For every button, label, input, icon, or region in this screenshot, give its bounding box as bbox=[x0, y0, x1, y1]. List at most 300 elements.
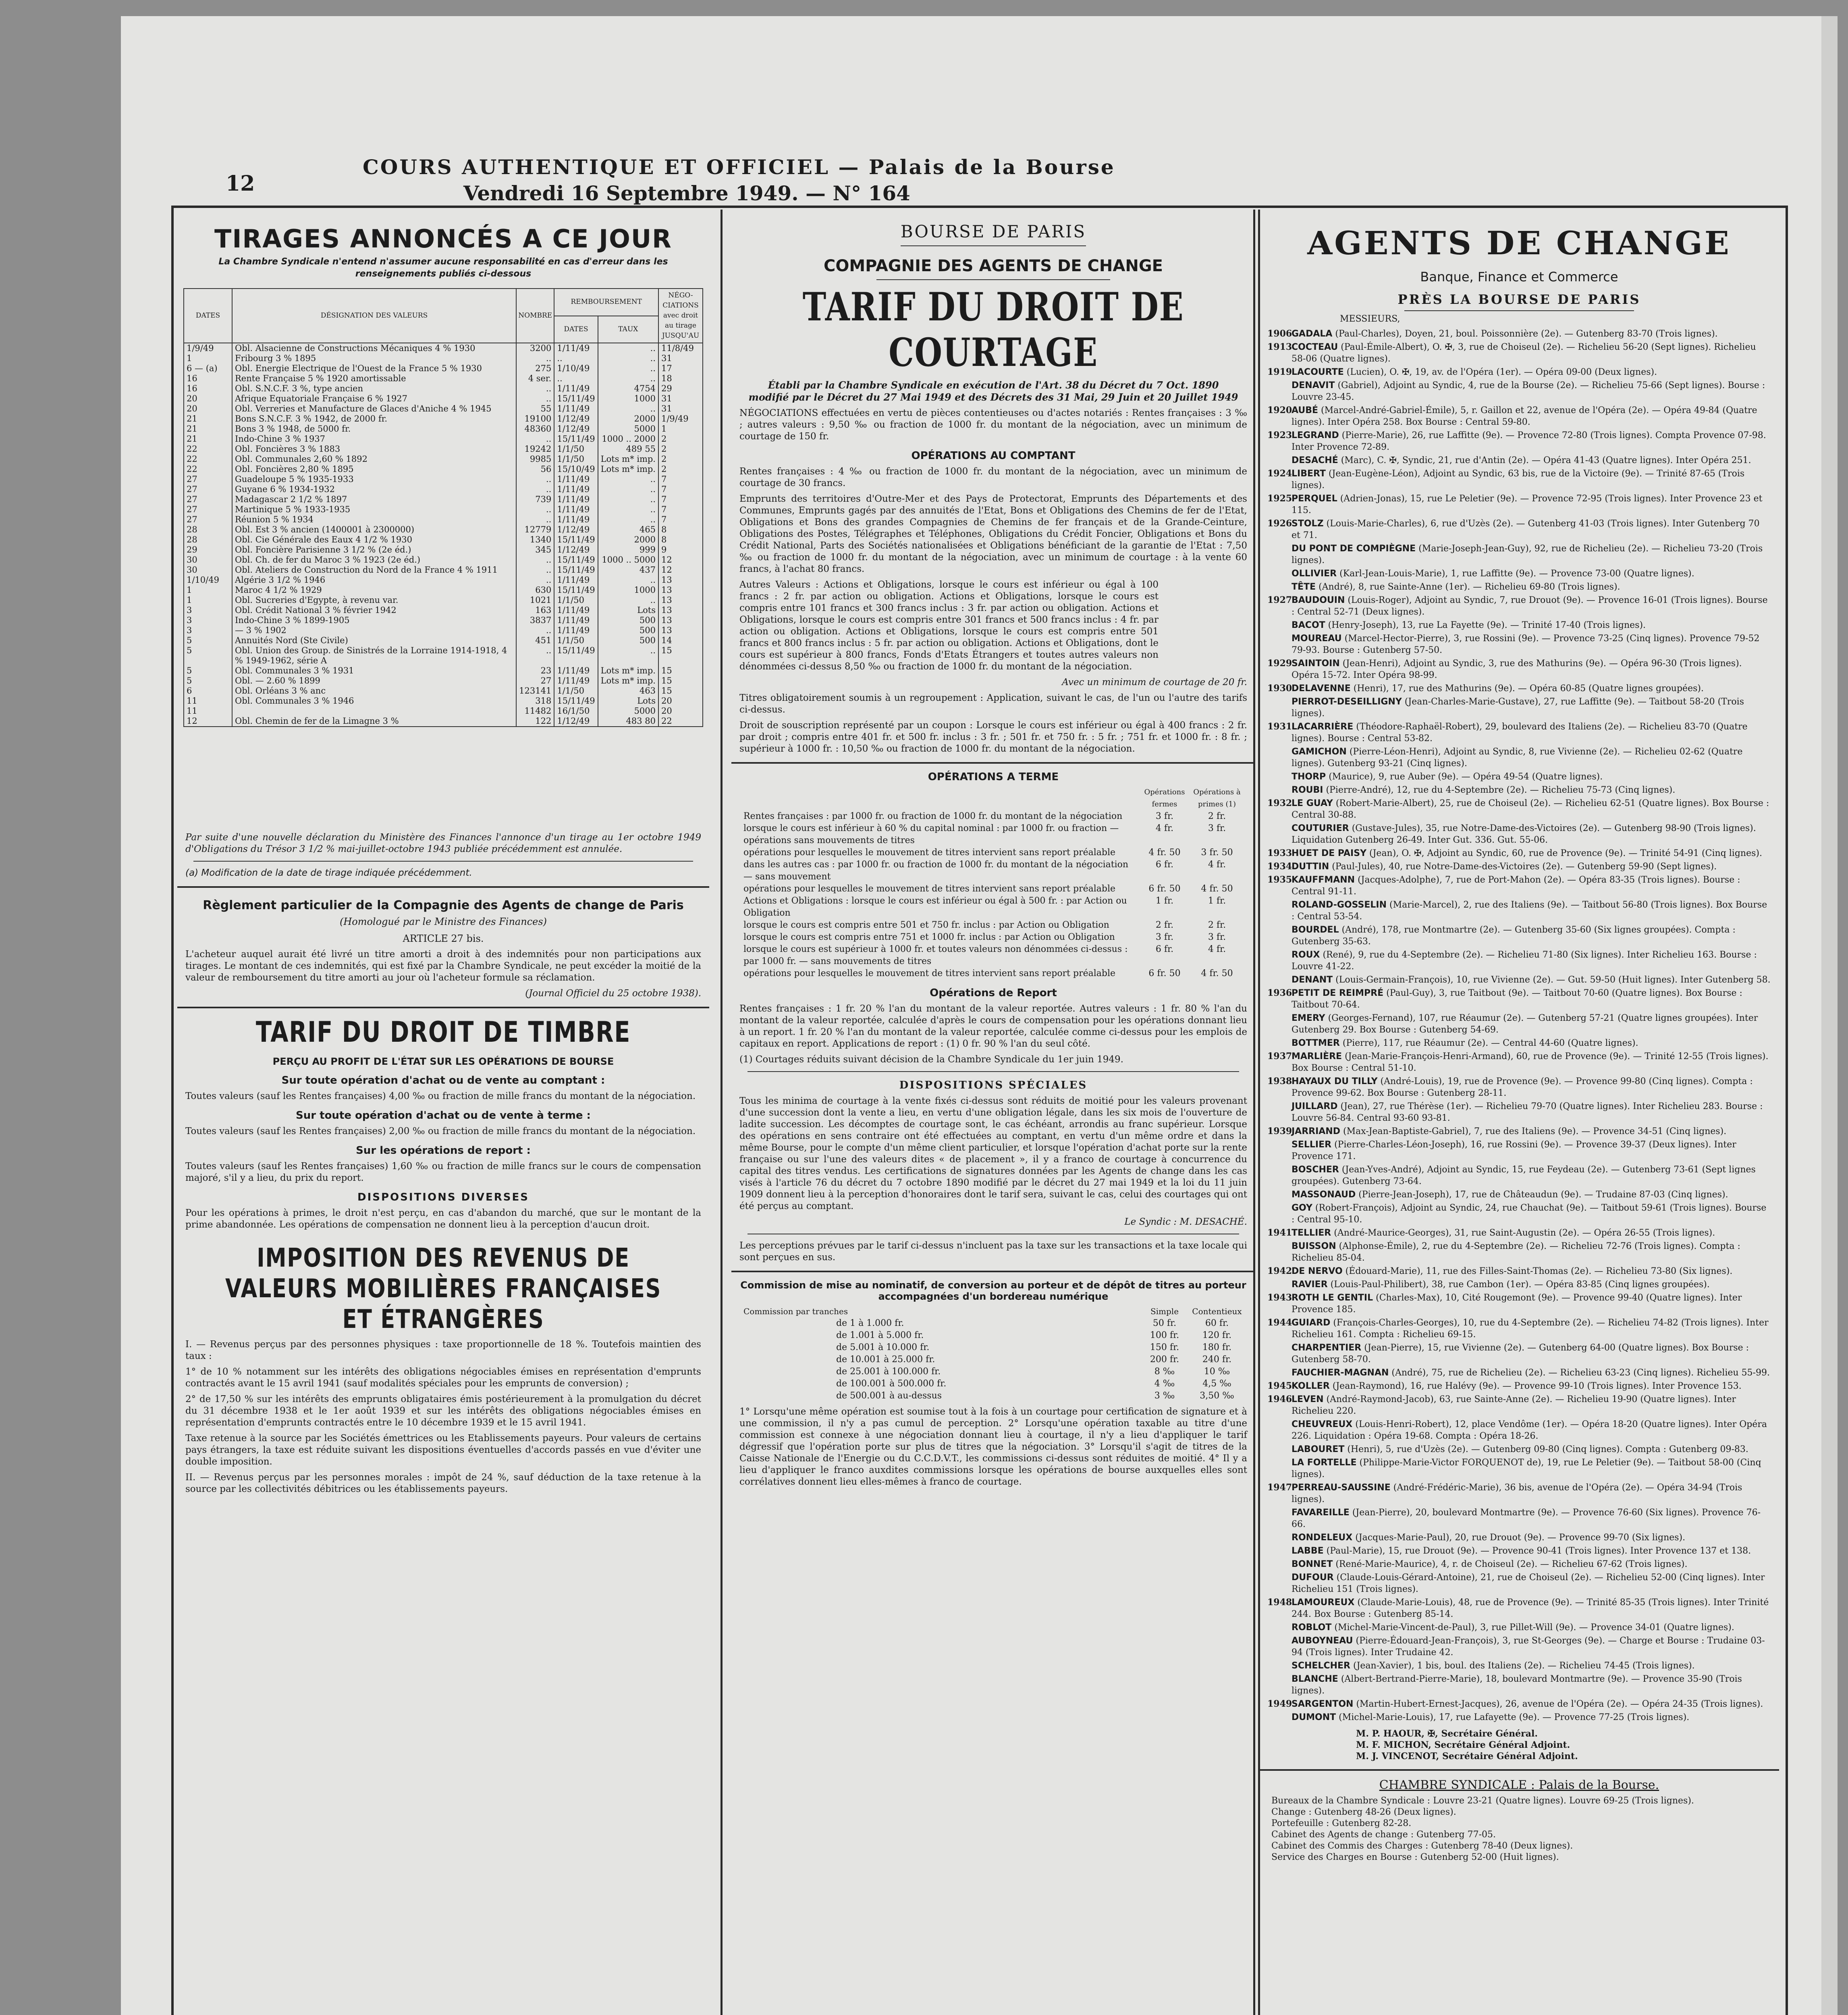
agent-text bbox=[1292, 798, 1771, 821]
cell-negociation: 12 bbox=[658, 565, 703, 575]
agent-detail: (Gustave-Jules), 35, rue Notre-Dame-des-Victoires (2e). — Gutenberg 98-90 (Trois lignes). Liquidation Gutenberg 26-49. Inter Gut. 336. Gut. 55-06. bbox=[1292, 823, 1756, 845]
agent-detail: (Jean-Raymond), 16, rue Halévy (9e). — Provence 99-10 (Trois lignes). Inter Provence 153. bbox=[1332, 1381, 1742, 1391]
cell-date: 27 bbox=[184, 515, 232, 525]
table-row bbox=[184, 615, 703, 625]
agent-text bbox=[1292, 771, 1603, 783]
terme-primes: 4 fr. 50 bbox=[1201, 968, 1233, 978]
terme-label: lorsque le cours est compris entre 751 et 1000 fr. inclus : par Action ou Obligation bbox=[743, 932, 1115, 942]
cell-negociation: 2 bbox=[658, 434, 703, 444]
comptant-p4: Titres obligatoirement soumis à un regroupement : Application, suivant le cas, de l'un ou l'autre des tarifs ci-dessus. bbox=[739, 693, 1247, 715]
cell-taux: Lots m* imp. bbox=[598, 454, 658, 464]
agent-name: PERREAU-SAUSSINE bbox=[1292, 1483, 1391, 1493]
agent-text bbox=[1292, 1698, 1763, 1710]
table-row bbox=[184, 575, 703, 585]
commission-row bbox=[836, 1378, 1243, 1390]
commission-tranche: de 1.001 à 5.000 fr. bbox=[836, 1330, 924, 1340]
cell-nombre: 23 bbox=[516, 666, 554, 676]
agent-detail: (Jacques-Marie-Paul), 20, rue Drouot (9e). — Provence 99-70 (Six lignes). bbox=[1355, 1533, 1686, 1543]
reglement-source: (Journal Officiel du 25 octobre 1938). bbox=[525, 988, 701, 999]
agent-name: KOLLER bbox=[1292, 1381, 1330, 1391]
agent-year: 1929 bbox=[1267, 658, 1292, 669]
cell-date: 1 bbox=[184, 353, 232, 364]
agent-detail: (Claude-Louis-Gérard-Antoine), 21, rue de Choiseul (2e). — Richelieu 52-00 (Cinq lignes). Inter Richelieu 151 (Trois lignes). bbox=[1292, 1573, 1765, 1594]
cell-remb-date: 1/11/49 bbox=[554, 575, 598, 585]
agent-name: FAUCHIER-MAGNAN bbox=[1292, 1368, 1389, 1378]
cell-designation: Obl. Crédit National 3 % février 1942 bbox=[232, 605, 516, 615]
commission-row bbox=[836, 1342, 1243, 1354]
cell-negociation: 2 bbox=[658, 454, 703, 464]
cell-remb-date: 1/11/49 bbox=[554, 515, 598, 525]
cell-nombre: .. bbox=[516, 555, 554, 565]
terme-fermes: 4 fr. bbox=[1155, 823, 1174, 833]
cell-nombre: 12779 bbox=[516, 525, 554, 535]
agent-entry bbox=[1267, 1240, 1771, 1264]
cell-nombre: .. bbox=[516, 394, 554, 404]
cell-date: 3 bbox=[184, 625, 232, 636]
terme-label: opérations pour lesquelles le mouvement de titres intervient sans report préalable bbox=[743, 968, 1116, 978]
cell-negociation: 14 bbox=[658, 636, 703, 646]
agent-text bbox=[1292, 1342, 1771, 1365]
cell-negociation: 20 bbox=[658, 696, 703, 706]
agent-year bbox=[1267, 1202, 1292, 1226]
cell-designation: Obl. Sucreries d'Egypte, à revenu var. bbox=[232, 595, 516, 605]
agent-detail: (André), 75, rue de Richelieu (2e). — Richelieu 63-23 (Cinq lignes). Richelieu 55-99. bbox=[1391, 1368, 1770, 1378]
cell-date: 22 bbox=[184, 444, 232, 454]
agent-name: DESACHÉ bbox=[1292, 455, 1338, 465]
col-header-negociations: NÉGO-CIATIONS avec droit au tirage JUSQU'AU bbox=[658, 289, 703, 343]
contentieuses-text: NÉGOCIATIONS effectuées en vertu de pièces contentieuses ou d'actes notariés : Rentes françaises : 3 ‰ ; autres valeurs : 9,50 ‰ ou fraction de 1000 fr. du montant de la négociation, avec un minimum de courtage de 150 fr. bbox=[739, 408, 1247, 442]
agent-entry bbox=[1267, 1419, 1771, 1442]
col-header-remboursement: REMBOURSEMENT bbox=[554, 289, 658, 316]
agent-name: LEGRAND bbox=[1292, 430, 1339, 440]
terme-fermes: 6 fr. bbox=[1155, 860, 1174, 870]
agent-entry bbox=[1267, 861, 1771, 872]
agent-name: SCHELCHER bbox=[1292, 1661, 1350, 1671]
imposition-p4: Taxe retenue à la source par les Sociétés émettrices ou les Etablissements payeurs. Pour valeurs de certains pays étrangers, la taxe est réduite suivant les dispositions éventuelles d'accords passés en vue d'éviter une double imposition. bbox=[185, 1433, 701, 1467]
agent-detail: (Louis-Henri-Robert), 12, place Vendôme (1er). — Opéra 18-20 (Quatre lignes). Inter Opéra 226. Liquidation : Opéra 19-68. Compta : Opéra 18-26. bbox=[1292, 1419, 1767, 1441]
agent-entry bbox=[1267, 823, 1771, 846]
commission-simple: 150 fr. bbox=[1150, 1342, 1179, 1352]
terme-primes: 2 fr. bbox=[1208, 920, 1226, 930]
agent-detail: (Albert-Bertrand-Pierre-Marie), 18, boulevard Montmartre (9e). — Provence 35-90 (Trois lignes). bbox=[1292, 1674, 1742, 1696]
agent-detail: (François-Charles-Georges), 10, rue du 4-Septembre (2e). — Richelieu 74-82 (Trois lignes). Inter Richelieu 161. Compta : Richelieu 69-15. bbox=[1292, 1318, 1769, 1340]
cell-date: 1 bbox=[184, 585, 232, 595]
agent-name: LABOURET bbox=[1292, 1444, 1345, 1454]
agent-name: LA FORTELLE bbox=[1292, 1458, 1357, 1468]
agent-detail: (Robert-Marie-Albert), 25, rue de Choiseul (2e). — Richelieu 62-51 (Quatre lignes). Box Bourse : Central 30-88. bbox=[1292, 798, 1769, 820]
table-row bbox=[184, 494, 703, 505]
table-row bbox=[184, 565, 703, 575]
agent-name: LABBE bbox=[1292, 1546, 1324, 1556]
agent-entry bbox=[1267, 1507, 1771, 1530]
terme-fermes: 6 fr. 50 bbox=[1148, 884, 1181, 894]
chambre-line: Service des Charges en Bourse : Gutenberg 52-00 (Huit lignes). bbox=[1271, 1852, 1559, 1862]
agent-year: 1924 bbox=[1267, 468, 1292, 479]
agent-detail: (Michel-Marie-Louis), 17, rue Lafayette (9e). — Provence 77-25 (Trois lignes). bbox=[1339, 1712, 1690, 1722]
cell-nombre: 318 bbox=[516, 696, 554, 706]
agent-name: HAYAUX DU TILLY bbox=[1292, 1076, 1378, 1086]
terme-primes: 2 fr. bbox=[1208, 811, 1226, 821]
terme-label: lorsque le cours est supérieur à 1000 fr. et toutes valeurs non dénommées ci-dessus : par 1000 fr. — sans mouvements de titres bbox=[743, 944, 1128, 966]
agent-text bbox=[1292, 1240, 1771, 1264]
terme-row bbox=[743, 883, 1243, 895]
terme-label: Actions et Obligations : lorsque le cours est inférieur ou égal à 500 fr. : par Action ou Obligation bbox=[743, 896, 1127, 918]
cell-negociation: 7 bbox=[658, 494, 703, 505]
cell-remb-date: 15/11/49 bbox=[554, 696, 598, 706]
agent-text bbox=[1292, 1265, 1732, 1277]
cell-date: 16 bbox=[184, 374, 232, 384]
tirages-table bbox=[183, 288, 703, 727]
note-a: (a) Modification de la date de tirage indiquée précédemment. bbox=[185, 868, 472, 878]
timbre-item-1-text: Toutes valeurs (sauf les Rentes françaises) 4,00 ‰ ou fraction de mille francs du montant de la négociation. bbox=[185, 1091, 696, 1101]
masthead-date: Vendredi 16 Septembre 1949. — N° 164 bbox=[463, 181, 910, 205]
agent-name: RAVIER bbox=[1292, 1280, 1328, 1290]
table-row bbox=[184, 364, 703, 374]
cell-remb-date: 15/11/49 bbox=[554, 585, 598, 595]
cell-remb-date: 1/11/49 bbox=[554, 505, 598, 515]
masthead bbox=[363, 155, 1330, 205]
agent-entry bbox=[1267, 949, 1771, 972]
commission-simple: 4 ‰ bbox=[1154, 1379, 1175, 1389]
agent-detail: (Maurice), 9, rue Auber (9e). — Opéra 49-54 (Quatre lignes). bbox=[1329, 772, 1603, 782]
agent-year bbox=[1267, 543, 1292, 566]
agent-year: 1934 bbox=[1267, 861, 1292, 872]
cell-designation: Obl. Alsacienne de Constructions Mécaniques 4 % 1930 bbox=[232, 343, 516, 353]
cell-remb-date: 1/11/49 bbox=[554, 474, 598, 484]
cell-designation: Obl. Communales 3 % 1946 bbox=[232, 696, 516, 706]
terme-primes: 4 fr. bbox=[1208, 944, 1226, 954]
cell-nombre: .. bbox=[516, 353, 554, 364]
agent-name: FAVAREILLE bbox=[1292, 1508, 1350, 1518]
agent-text bbox=[1292, 1545, 1751, 1557]
cell-date: 27 bbox=[184, 484, 232, 494]
agent-detail: (Lucien), O. ✠, 19, av. de l'Opéra (1er). — Opéra 09-00 (Deux lignes). bbox=[1346, 367, 1657, 377]
terme-row bbox=[743, 931, 1243, 943]
agent-year bbox=[1267, 1037, 1292, 1049]
cell-taux: .. bbox=[598, 474, 658, 484]
agent-text bbox=[1292, 594, 1771, 618]
cell-negociation: 15 bbox=[658, 646, 703, 666]
cell-nombre: 1340 bbox=[516, 535, 554, 545]
table-row bbox=[184, 414, 703, 424]
cell-remb-date: 15/11/49 bbox=[554, 394, 598, 404]
cell-taux: .. bbox=[598, 595, 658, 605]
column-right bbox=[1259, 210, 1779, 2015]
agent-name: BACOT bbox=[1292, 620, 1325, 630]
cell-negociation: 12 bbox=[658, 555, 703, 565]
agent-name: STOLZ bbox=[1292, 519, 1324, 529]
cell-negociation: 7 bbox=[658, 484, 703, 494]
agent-entry bbox=[1267, 1202, 1771, 1226]
cell-date: 22 bbox=[184, 454, 232, 464]
cell-remb-date: 1/11/49 bbox=[554, 615, 598, 625]
cell-remb-date: 1/1/50 bbox=[554, 454, 598, 464]
agent-year: 1933 bbox=[1267, 848, 1292, 858]
agent-year bbox=[1267, 1240, 1292, 1264]
agent-detail: (Paul-Émile-Albert), O. ✠, 3, rue de Choiseul (2e). — Richelieu 56-20 (Sept lignes). Richelieu 58-06 (Quatre lignes). bbox=[1292, 342, 1756, 364]
cell-designation: Algérie 3 1/2 % 1946 bbox=[232, 575, 516, 585]
cell-taux: 2000 bbox=[598, 535, 658, 545]
agent-text bbox=[1292, 1558, 1688, 1570]
agent-text bbox=[1292, 949, 1771, 972]
agent-year: 1906 bbox=[1267, 328, 1292, 339]
cell-nombre: 9985 bbox=[516, 454, 554, 464]
agent-year bbox=[1267, 380, 1292, 403]
cell-designation: Bons 3 % 1948, de 5000 fr. bbox=[232, 424, 516, 434]
cell-negociation: 7 bbox=[658, 505, 703, 515]
commission-tranche: de 10.001 à 25.000 fr. bbox=[836, 1354, 935, 1365]
cell-nombre: 1021 bbox=[516, 595, 554, 605]
agent-detail: (Marcel-André-Gabriel-Émile), 5, r. Gaillon et 22, avenue de l'Opéra (2e). — Opéra 49-84 (Quatre lignes). Inter Opéra 258. Box Bourse : Central 59-80. bbox=[1292, 405, 1757, 427]
imposition-p3: 2° de 17,50 % sur les intérêts des emprunts obligataires émis postérieurement à la promulgation du décret du 31 décembre 1938 et le 1er août 1939 et sur les intérêts des obligations négociables émises en représentation d'emprunts contractés entre le 10 décembre 1939 et le 15 avril 1941. bbox=[185, 1394, 701, 1428]
agent-text bbox=[1292, 581, 1620, 593]
agent-entry bbox=[1267, 1051, 1771, 1074]
terme-header bbox=[743, 786, 1243, 810]
agent-detail: (Henri), 17, rue des Mathurins (9e). — Opéra 60-85 (Quatre lignes groupées). bbox=[1353, 683, 1704, 694]
agent-text bbox=[1292, 430, 1771, 453]
agent-entry bbox=[1267, 1597, 1771, 1620]
timbre-item-2-head: Sur toute opération d'achat ou de vente à terme : bbox=[296, 1109, 591, 1122]
table-row bbox=[184, 676, 703, 686]
cell-nombre: 630 bbox=[516, 585, 554, 595]
cell-negociation: 31 bbox=[658, 394, 703, 404]
agent-year: 1925 bbox=[1267, 493, 1292, 504]
cell-date: 5 bbox=[184, 666, 232, 676]
agent-name: HUET DE PAISY bbox=[1292, 848, 1367, 858]
agent-text bbox=[1292, 1037, 1638, 1049]
cell-designation: Bons S.N.C.F. 3 % 1942, de 2000 fr. bbox=[232, 414, 516, 424]
commission-contentieux: 10 ‰ bbox=[1204, 1367, 1230, 1377]
cell-date: 30 bbox=[184, 555, 232, 565]
table-row bbox=[184, 646, 703, 666]
commission-simple: 200 fr. bbox=[1150, 1354, 1179, 1365]
cell-remb-date: 1/1/50 bbox=[554, 636, 598, 646]
commission-col-simple: Simple bbox=[1150, 1307, 1179, 1316]
agent-year bbox=[1267, 1673, 1292, 1697]
agent-name: MASSONAUD bbox=[1292, 1190, 1356, 1200]
agent-name: LE GUAY bbox=[1292, 798, 1333, 808]
agent-year: 1920 bbox=[1267, 405, 1292, 415]
agent-year bbox=[1267, 1507, 1292, 1530]
cell-designation: Madagascar 2 1/2 % 1897 bbox=[232, 494, 516, 505]
chambre-line: Bureaux de la Chambre Syndicale : Louvre 23-21 (Quatre lignes). Louvre 69-25 (Trois lignes). bbox=[1271, 1796, 1694, 1806]
cell-taux: Lots m* imp. bbox=[598, 464, 658, 474]
column-middle bbox=[731, 210, 1255, 2015]
terme-row bbox=[743, 847, 1243, 859]
agent-name: AUBOYNEAU bbox=[1292, 1636, 1353, 1646]
commission-tranche: de 100.001 à 500.000 fr. bbox=[836, 1379, 947, 1389]
terme-primes: 4 fr. bbox=[1208, 860, 1226, 870]
agent-text bbox=[1292, 1227, 1715, 1239]
agent-detail: (Michel-Marie-Vincent-de-Paul), 3, rue Pillet-Will (9e). — Provence 34-01 (Quatre lignes). bbox=[1334, 1622, 1734, 1633]
agent-name: DUTTIN bbox=[1292, 862, 1329, 872]
cell-designation: — 3 % 1902 bbox=[232, 625, 516, 636]
cell-designation: Obl. Ch. de fer du Maroc 3 % 1923 (2e éd.) bbox=[232, 555, 516, 565]
agent-detail: (Louis-Roger), Adjoint au Syndic, 7, rue Drouot (9e). — Provence 16-01 (Trois lignes). Bourse : Central 52-71 (Deux lignes). bbox=[1292, 595, 1768, 617]
agent-detail: (Pierre-Marie), 26, rue Laffitte (9e). — Provence 72-80 (Trois lignes). Compta Provence 07-98. Inter Provence 72-89. bbox=[1292, 430, 1766, 452]
agent-name: COUTURIER bbox=[1292, 823, 1349, 833]
cell-taux: .. bbox=[598, 364, 658, 374]
agent-name: ROUX bbox=[1292, 950, 1320, 960]
agent-name: THORP bbox=[1292, 772, 1326, 782]
agent-detail: (Jean-Charles-Marie-Gustave), 27, rue Laffitte (9e). — Taitbout 58-20 (Trois lignes). bbox=[1292, 697, 1744, 719]
agent-name: BOURDEL bbox=[1292, 925, 1339, 935]
cell-taux: 500 bbox=[598, 615, 658, 625]
agent-year bbox=[1267, 1367, 1292, 1379]
commission-simple: 3 ‰ bbox=[1154, 1391, 1175, 1401]
agent-name: MOUREAU bbox=[1292, 634, 1342, 644]
table-row bbox=[184, 454, 703, 464]
commission-row bbox=[836, 1390, 1243, 1402]
col-header-designation: DÉSIGNATION DES VALEURS bbox=[232, 289, 516, 343]
cell-nombre: 27 bbox=[516, 676, 554, 686]
speciales-text: Tous les minima de courtage à la vente fixés ci-dessus sont réduits de moitié pour les valeurs provenant d'une succession dont la vente a lieu, en vertu d'une obligation légale, dans les six mois de l'ouverture de ladite succession. Les décomptes de courtage sont, le cas échéant, arrondis au franc supérieur. Lorsque des opérations en sens contraire ont été effectuées au comptant, en vertu d'un même ordre et dans la même Bourse, pour le compte d'un même client particulier, et lorsque l'opération d'achat porte sur la rente française ou sur l'une des valeurs dites « de placement », il y a franco de courtage à concurrence du capital des titres vendus. Les certifications de signatures données par les Agents de change dans les cas visés à l'article 76 du décret du 7 octobre 1890 modifié par le décret du 27 mai 1949 et la loi du 11 juin 1909 donnent lieu à la perception d'honoraires dont le tarif sera, suivant le cas, celui des courtages qui ont été perçus au comptant. bbox=[739, 1096, 1247, 1211]
agent-detail: (Alphonse-Émile), 2, rue du 4-Septembre (2e). — Richelieu 72-76 (Trois lignes). Compta : Richelieu 85-04. bbox=[1292, 1241, 1740, 1263]
agent-detail: (Paul-Charles), Doyen, 21, boul. Poissonnière (2e). — Gutenberg 83-70 (Trois lignes). bbox=[1335, 329, 1718, 339]
agent-detail: (Jean-Henri), Adjoint au Syndic, 3, rue des Mathurins (9e). — Opéra 96-30 (Trois lignes). Opéra 15-72. Inter Opéra 98-99. bbox=[1292, 659, 1742, 680]
cell-date: 5 bbox=[184, 636, 232, 646]
agent-year: 1946 bbox=[1267, 1394, 1292, 1404]
cell-nombre: .. bbox=[516, 515, 554, 525]
agent-text bbox=[1292, 1660, 1695, 1672]
chambre-line: Portefeuille : Gutenberg 82-28. bbox=[1271, 1818, 1412, 1828]
cell-remb-date: 15/11/49 bbox=[554, 434, 598, 444]
table-row bbox=[184, 706, 703, 716]
messieurs: MESSIEURS, bbox=[1340, 314, 1400, 324]
cell-taux: 1000 .. 5000 bbox=[598, 555, 658, 565]
commission-row bbox=[836, 1329, 1243, 1342]
agent-entry bbox=[1267, 594, 1771, 618]
commission-title: Commission de mise au nominatif, de conversion au porteur et de dépôt de titres au porteur accompagnées d'un bordereau numérique bbox=[740, 1280, 1246, 1302]
cell-negociation: 8 bbox=[658, 535, 703, 545]
agent-detail: (Louis-Germain-François), 10, rue Vivienne (2e). — Gut. 59-50 (Huit lignes). Inter Gutenberg 58. bbox=[1335, 975, 1771, 985]
agent-text bbox=[1292, 721, 1771, 744]
cell-taux: 500 bbox=[598, 636, 658, 646]
agent-year: 1927 bbox=[1267, 595, 1292, 605]
table-row bbox=[184, 686, 703, 696]
cell-date: 27 bbox=[184, 474, 232, 484]
agent-detail: (Karl-Jean-Louis-Marie), 1, rue Laffitte (9e). — Provence 73-00 (Quatre lignes). bbox=[1339, 569, 1694, 579]
col-header-nombre: NOMBRE bbox=[516, 289, 554, 343]
agent-text bbox=[1292, 619, 1646, 631]
table-row bbox=[184, 424, 703, 434]
cell-remb-date: 16/1/50 bbox=[554, 706, 598, 716]
agent-name: PERQUEL bbox=[1292, 494, 1337, 504]
agent-text bbox=[1292, 924, 1771, 947]
agent-entry bbox=[1267, 683, 1771, 694]
agent-entry bbox=[1267, 1076, 1771, 1099]
cell-nombre: .. bbox=[516, 484, 554, 494]
agent-name: SARGENTON bbox=[1292, 1699, 1354, 1709]
agent-name: DUFOUR bbox=[1292, 1573, 1334, 1583]
cell-negociation: 8 bbox=[658, 525, 703, 535]
agent-text bbox=[1292, 987, 1771, 1011]
agent-entry bbox=[1267, 1635, 1771, 1658]
cell-remb-date: 1/12/49 bbox=[554, 545, 598, 555]
agent-text bbox=[1292, 1367, 1770, 1379]
commission-row bbox=[836, 1354, 1243, 1366]
cell-negociation: 17 bbox=[658, 364, 703, 374]
agent-text bbox=[1292, 543, 1771, 566]
agent-year bbox=[1267, 1279, 1292, 1290]
cell-remb-date: 1/12/49 bbox=[554, 525, 598, 535]
cell-remb-date: 1/11/49 bbox=[554, 343, 598, 353]
agent-year bbox=[1267, 455, 1292, 466]
cell-date: 29 bbox=[184, 545, 232, 555]
agent-year bbox=[1267, 899, 1292, 922]
agents-title: AGENTS DE CHANGE bbox=[1307, 224, 1731, 262]
cell-taux: .. bbox=[598, 374, 658, 384]
agent-year bbox=[1267, 1101, 1292, 1124]
cell-nombre: .. bbox=[516, 646, 554, 666]
cell-nombre: 55 bbox=[516, 404, 554, 414]
agents-near: PRÈS LA BOURSE DE PARIS bbox=[1397, 292, 1641, 307]
commission-contentieux: 180 fr. bbox=[1202, 1342, 1232, 1352]
agent-detail: (Jean-Xavier), 1 bis, boul. des Italiens (2e). — Richelieu 74-45 (Trois lignes). bbox=[1353, 1661, 1695, 1671]
cell-remb-date: 1/12/49 bbox=[554, 414, 598, 424]
agent-detail: (Robert-François), Adjoint au Syndic, 24, rue Chauchat (9e). — Taitbout 59-61 (Trois lignes). Bourse : Central 95-10. bbox=[1292, 1203, 1767, 1225]
agent-year bbox=[1267, 1660, 1292, 1672]
commission-simple: 100 fr. bbox=[1150, 1330, 1179, 1340]
agent-year bbox=[1267, 1635, 1292, 1658]
official-line: M. P. HAOUR, ✠, Secrétaire Général. bbox=[1356, 1728, 1538, 1739]
page-number: 12 bbox=[226, 171, 255, 196]
imposition-p2: 1° de 10 % notamment sur les intérêts des obligations négociables émises en représentation d'emprunts contractés avant le 15 avril 1941 (sauf modalités spéciales pour les emprunts de conversion) ; bbox=[185, 1367, 701, 1389]
agent-year: 1936 bbox=[1267, 988, 1292, 998]
reglement-text: L'acheteur auquel aurait été livré un titre amorti a droit à des indemnités pour non participations aux tirages. Le montant de ces indemnités, qui est fixé par la Chambre Syndicale, ne peut excéder la moitié de la valeur de remboursement du titre amorti au jour où l'acheteur formule sa réclamation. bbox=[185, 949, 701, 983]
agent-entry bbox=[1267, 633, 1771, 656]
agent-name: DE NERVO bbox=[1292, 1266, 1343, 1276]
commission-row bbox=[836, 1366, 1243, 1378]
cell-designation: Guyane 6 % 1934-1932 bbox=[232, 484, 516, 494]
cell-taux: 489 55 bbox=[598, 444, 658, 454]
agent-detail: (Claude-Marie-Louis), 48, rue de Provence (9e). — Trinité 85-35 (Trois lignes). Inter Trinité 244. Box Bourse : Gutenberg 85-14. bbox=[1292, 1597, 1769, 1619]
commission-contentieux: 60 fr. bbox=[1205, 1318, 1229, 1328]
agent-year: 1931 bbox=[1267, 721, 1292, 732]
agent-year: 1930 bbox=[1267, 683, 1292, 694]
agent-detail: (René-Marie-Maurice), 4, r. de Choiseul (2e). — Richelieu 67-62 (Trois lignes). bbox=[1335, 1559, 1688, 1569]
agent-name: ROLAND-GOSSELIN bbox=[1292, 900, 1387, 910]
agent-detail: (Max-Jean-Baptiste-Gabriel), 7, rue des Italiens (9e). — Provence 34-51 (Cinq lignes). bbox=[1343, 1126, 1727, 1136]
cell-negociation: 15 bbox=[658, 686, 703, 696]
terme-fermes: 3 fr. bbox=[1155, 932, 1174, 942]
agent-entry bbox=[1267, 1444, 1771, 1455]
cell-taux: .. bbox=[598, 494, 658, 505]
agent-detail: (Pierre-Charles-Léon-Joseph), 16, rue Rossini (9e). — Provence 39-37 (Deux lignes). Inter Provence 171. bbox=[1292, 1140, 1736, 1161]
column-left bbox=[177, 210, 709, 2015]
cell-taux: .. bbox=[598, 646, 658, 666]
cell-remb-date: 15/10/49 bbox=[554, 464, 598, 474]
terme-fermes: 6 fr. 50 bbox=[1148, 968, 1181, 978]
cell-taux: .. bbox=[598, 575, 658, 585]
cell-designation: Obl. Chemin de fer de la Limagne 3 % bbox=[232, 716, 516, 727]
terme-fermes: 3 fr. bbox=[1155, 811, 1174, 821]
agent-text bbox=[1292, 493, 1771, 516]
cell-designation: Obl. Energie Electrique de l'Ouest de la France 5 % 1930 bbox=[232, 364, 516, 374]
cell-designation: Rente Française 5 % 1920 amortissable bbox=[232, 374, 516, 384]
agent-text bbox=[1292, 366, 1657, 378]
cell-date: 1 bbox=[184, 595, 232, 605]
agent-detail: (Henri), 5, rue d'Uzès (2e). — Gutenberg 09-80 (Cinq lignes). Compta : Gutenberg 09-83. bbox=[1347, 1444, 1748, 1454]
agent-entry bbox=[1267, 1660, 1771, 1672]
agent-detail: (Adrien-Jonas), 15, rue Le Peletier (9e). — Provence 72-95 (Trois lignes). Inter Provence 23 et 115. bbox=[1292, 494, 1763, 515]
agent-year bbox=[1267, 1012, 1292, 1036]
cell-designation: Obl. S.N.C.F. 3 %, type ancien bbox=[232, 384, 516, 394]
agent-year bbox=[1267, 784, 1292, 796]
agent-entry bbox=[1267, 1227, 1771, 1239]
terme-fermes: 4 fr. 50 bbox=[1148, 848, 1181, 858]
agent-detail: (André-Raymond-Jacob), 63, rue Sainte-Anne (2e). — Richelieu 19-90 (Quatre lignes). Inter Richelieu 220. bbox=[1292, 1394, 1736, 1416]
